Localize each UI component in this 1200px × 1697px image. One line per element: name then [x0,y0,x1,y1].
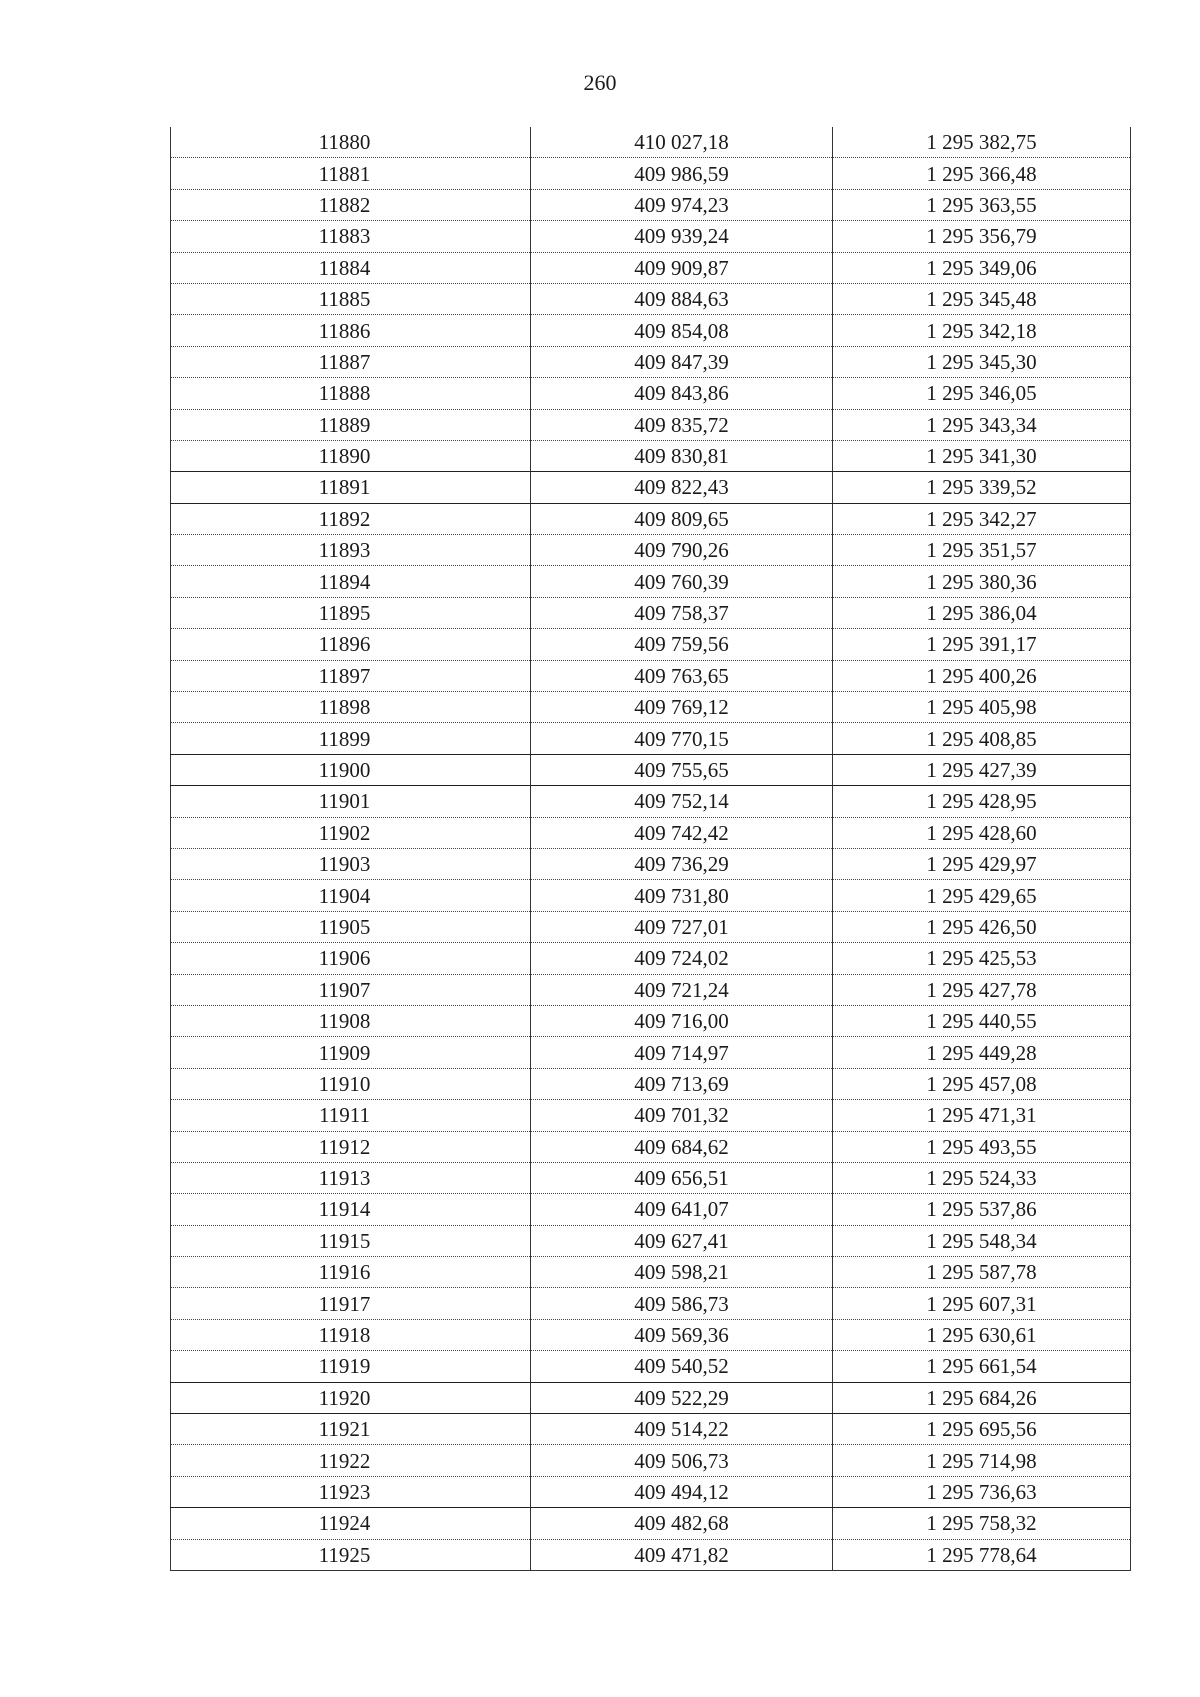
x-coordinate-cell: 409 506,73 [531,1445,833,1476]
point-number-cell: 11885 [171,283,531,314]
x-coordinate-cell: 409 884,63 [531,283,833,314]
y-coordinate-cell: 1 295 736,63 [833,1476,1131,1507]
y-coordinate-cell: 1 295 778,64 [833,1539,1131,1570]
x-coordinate-cell: 409 770,15 [531,723,833,754]
x-coordinate-cell: 409 742,42 [531,817,833,848]
y-coordinate-cell: 1 295 524,33 [833,1162,1131,1193]
x-coordinate-cell: 409 755,65 [531,754,833,785]
table-row [171,786,1131,817]
x-coordinate-cell: 409 598,21 [531,1257,833,1288]
point-number-cell: 11887 [171,346,531,377]
table-row [171,1382,1131,1413]
y-coordinate-cell: 1 295 607,31 [833,1288,1131,1319]
table-row [171,127,1131,158]
point-number-cell: 11880 [171,127,531,158]
x-coordinate-cell: 409 714,97 [531,1037,833,1068]
x-coordinate-cell: 409 724,02 [531,943,833,974]
table-row [171,1131,1131,1162]
x-coordinate-cell: 409 684,62 [531,1131,833,1162]
y-coordinate-cell: 1 295 363,55 [833,189,1131,220]
point-number-cell: 11886 [171,315,531,346]
point-number-cell: 11917 [171,1288,531,1319]
point-number-cell: 11906 [171,943,531,974]
y-coordinate-cell: 1 295 343,34 [833,409,1131,440]
y-coordinate-cell: 1 295 380,36 [833,566,1131,597]
y-coordinate-cell: 1 295 548,34 [833,1225,1131,1256]
table-row [171,1162,1131,1193]
x-coordinate-cell: 409 641,07 [531,1194,833,1225]
table-row [171,848,1131,879]
table-row [171,1100,1131,1131]
table-row [171,189,1131,220]
x-coordinate-cell: 409 586,73 [531,1288,833,1319]
point-number-cell: 11905 [171,911,531,942]
y-coordinate-cell: 1 295 695,56 [833,1414,1131,1445]
point-number-cell: 11918 [171,1319,531,1350]
y-coordinate-cell: 1 295 758,32 [833,1508,1131,1539]
table-row [171,1037,1131,1068]
point-number-cell: 11903 [171,848,531,879]
point-number-cell: 11899 [171,723,531,754]
y-coordinate-cell: 1 295 427,39 [833,754,1131,785]
point-number-cell: 11914 [171,1194,531,1225]
table-row [171,1288,1131,1319]
y-coordinate-cell: 1 295 345,30 [833,346,1131,377]
y-coordinate-cell: 1 295 537,86 [833,1194,1131,1225]
table-row [171,911,1131,942]
table-row [171,315,1131,346]
point-number-cell: 11907 [171,974,531,1005]
x-coordinate-cell: 409 494,12 [531,1476,833,1507]
point-number-cell: 11922 [171,1445,531,1476]
y-coordinate-cell: 1 295 408,85 [833,723,1131,754]
table-row [171,943,1131,974]
point-number-cell: 11883 [171,221,531,252]
point-number-cell: 11891 [171,472,531,503]
y-coordinate-cell: 1 295 428,60 [833,817,1131,848]
x-coordinate-cell: 409 721,24 [531,974,833,1005]
table-row [171,723,1131,754]
point-number-cell: 11902 [171,817,531,848]
x-coordinate-cell: 409 974,23 [531,189,833,220]
x-coordinate-cell: 409 790,26 [531,535,833,566]
y-coordinate-cell: 1 295 428,95 [833,786,1131,817]
point-number-cell: 11913 [171,1162,531,1193]
point-number-cell: 11912 [171,1131,531,1162]
point-number-cell: 11888 [171,378,531,409]
x-coordinate-cell: 409 731,80 [531,880,833,911]
y-coordinate-cell: 1 295 356,79 [833,221,1131,252]
y-coordinate-cell: 1 295 386,04 [833,597,1131,628]
y-coordinate-cell: 1 295 345,48 [833,283,1131,314]
point-number-cell: 11901 [171,786,531,817]
x-coordinate-cell: 409 909,87 [531,252,833,283]
x-coordinate-cell: 409 627,41 [531,1225,833,1256]
table-row [171,629,1131,660]
y-coordinate-cell: 1 295 449,28 [833,1037,1131,1068]
y-coordinate-cell: 1 295 493,55 [833,1131,1131,1162]
table-row [171,974,1131,1005]
table-row [171,221,1131,252]
table-row [171,1539,1131,1570]
point-number-cell: 11900 [171,754,531,785]
table-row [171,1445,1131,1476]
point-number-cell: 11894 [171,566,531,597]
y-coordinate-cell: 1 295 471,31 [833,1100,1131,1131]
point-number-cell: 11911 [171,1100,531,1131]
point-number-cell: 11925 [171,1539,531,1570]
y-coordinate-cell: 1 295 684,26 [833,1382,1131,1413]
table-row [171,1351,1131,1382]
table-row [171,1414,1131,1445]
table-row [171,503,1131,534]
x-coordinate-cell: 409 727,01 [531,911,833,942]
point-number-cell: 11882 [171,189,531,220]
point-number-cell: 11915 [171,1225,531,1256]
coordinates-table-body [171,127,1131,1570]
y-coordinate-cell: 1 295 630,61 [833,1319,1131,1350]
x-coordinate-cell: 409 759,56 [531,629,833,660]
x-coordinate-cell: 409 939,24 [531,221,833,252]
y-coordinate-cell: 1 295 366,48 [833,158,1131,189]
table-row [171,880,1131,911]
point-number-cell: 11910 [171,1068,531,1099]
point-number-cell: 11898 [171,692,531,723]
point-number-cell: 11893 [171,535,531,566]
x-coordinate-cell: 409 514,22 [531,1414,833,1445]
x-coordinate-cell: 409 701,32 [531,1100,833,1131]
x-coordinate-cell: 409 847,39 [531,346,833,377]
table-row [171,1508,1131,1539]
page-number: 260 [583,70,617,95]
x-coordinate-cell: 409 854,08 [531,315,833,346]
table-row [171,1225,1131,1256]
x-coordinate-cell: 410 027,18 [531,127,833,158]
point-number-cell: 11892 [171,503,531,534]
x-coordinate-cell: 409 471,82 [531,1539,833,1570]
table-row [171,1005,1131,1036]
table-row [171,252,1131,283]
y-coordinate-cell: 1 295 351,57 [833,535,1131,566]
x-coordinate-cell: 409 986,59 [531,158,833,189]
table-row [171,1194,1131,1225]
x-coordinate-cell: 409 482,68 [531,1508,833,1539]
point-number-cell: 11921 [171,1414,531,1445]
y-coordinate-cell: 1 295 587,78 [833,1257,1131,1288]
table-row [171,346,1131,377]
x-coordinate-cell: 409 569,36 [531,1319,833,1350]
table-row [171,1476,1131,1507]
point-number-cell: 11895 [171,597,531,628]
point-number-cell: 11916 [171,1257,531,1288]
table-row [171,378,1131,409]
point-number-cell: 11924 [171,1508,531,1539]
point-number-cell: 11884 [171,252,531,283]
table-row [171,566,1131,597]
x-coordinate-cell: 409 540,52 [531,1351,833,1382]
y-coordinate-cell: 1 295 346,05 [833,378,1131,409]
y-coordinate-cell: 1 295 342,18 [833,315,1131,346]
x-coordinate-cell: 409 809,65 [531,503,833,534]
x-coordinate-cell: 409 758,37 [531,597,833,628]
y-coordinate-cell: 1 295 382,75 [833,127,1131,158]
y-coordinate-cell: 1 295 427,78 [833,974,1131,1005]
table-row [171,440,1131,471]
point-number-cell: 11890 [171,440,531,471]
x-coordinate-cell: 409 716,00 [531,1005,833,1036]
x-coordinate-cell: 409 736,29 [531,848,833,879]
x-coordinate-cell: 409 843,86 [531,378,833,409]
point-number-cell: 11923 [171,1476,531,1507]
x-coordinate-cell: 409 522,29 [531,1382,833,1413]
table-row [171,660,1131,691]
y-coordinate-cell: 1 295 661,54 [833,1351,1131,1382]
x-coordinate-cell: 409 760,39 [531,566,833,597]
point-number-cell: 11909 [171,1037,531,1068]
coordinates-table [170,127,1131,1571]
x-coordinate-cell: 409 713,69 [531,1068,833,1099]
point-number-cell: 11908 [171,1005,531,1036]
table-row [171,535,1131,566]
table-row [171,754,1131,785]
y-coordinate-cell: 1 295 429,97 [833,848,1131,879]
table-row [171,1068,1131,1099]
table-row [171,283,1131,314]
table-row [171,597,1131,628]
point-number-cell: 11904 [171,880,531,911]
y-coordinate-cell: 1 295 349,06 [833,252,1131,283]
table-row [171,817,1131,848]
table-row [171,409,1131,440]
x-coordinate-cell: 409 835,72 [531,409,833,440]
y-coordinate-cell: 1 295 440,55 [833,1005,1131,1036]
x-coordinate-cell: 409 769,12 [531,692,833,723]
point-number-cell: 11897 [171,660,531,691]
x-coordinate-cell: 409 822,43 [531,472,833,503]
x-coordinate-cell: 409 752,14 [531,786,833,817]
y-coordinate-cell: 1 295 425,53 [833,943,1131,974]
x-coordinate-cell: 409 656,51 [531,1162,833,1193]
y-coordinate-cell: 1 295 714,98 [833,1445,1131,1476]
point-number-cell: 11919 [171,1351,531,1382]
y-coordinate-cell: 1 295 400,26 [833,660,1131,691]
x-coordinate-cell: 409 763,65 [531,660,833,691]
table-row [171,1257,1131,1288]
table-row [171,692,1131,723]
y-coordinate-cell: 1 295 339,52 [833,472,1131,503]
table-row [171,1319,1131,1350]
y-coordinate-cell: 1 295 426,50 [833,911,1131,942]
y-coordinate-cell: 1 295 391,17 [833,629,1131,660]
table-row [171,158,1131,189]
y-coordinate-cell: 1 295 342,27 [833,503,1131,534]
point-number-cell: 11920 [171,1382,531,1413]
point-number-cell: 11896 [171,629,531,660]
y-coordinate-cell: 1 295 341,30 [833,440,1131,471]
table-row [171,472,1131,503]
point-number-cell: 11889 [171,409,531,440]
y-coordinate-cell: 1 295 457,08 [833,1068,1131,1099]
x-coordinate-cell: 409 830,81 [531,440,833,471]
y-coordinate-cell: 1 295 429,65 [833,880,1131,911]
point-number-cell: 11881 [171,158,531,189]
y-coordinate-cell: 1 295 405,98 [833,692,1131,723]
